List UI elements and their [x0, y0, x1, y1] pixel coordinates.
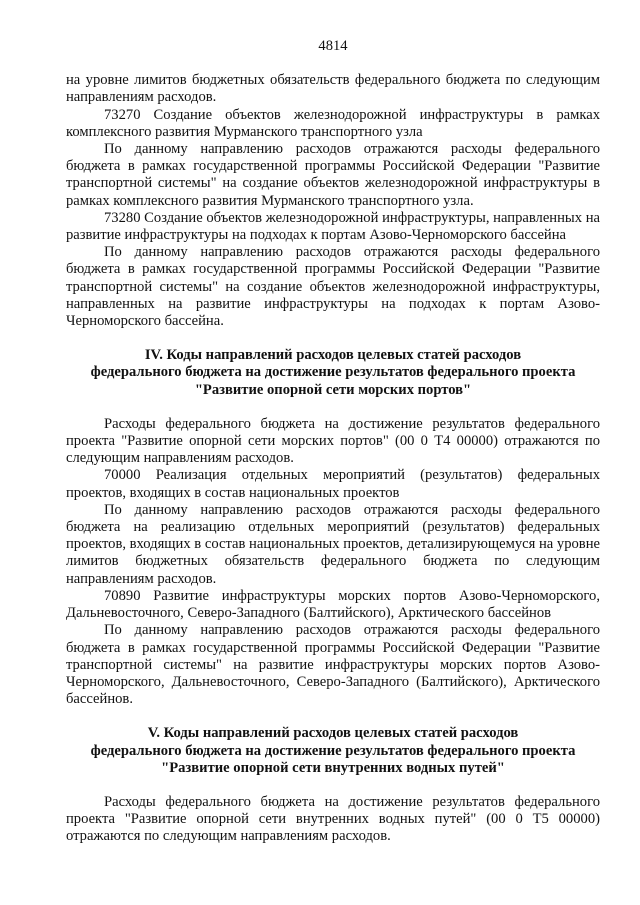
section-iv-heading-line: федерального бюджета на достижение результатов федерального проекта [90, 364, 576, 381]
section-v-heading-line: федерального бюджета на достижение результатов федерального проекта [90, 742, 576, 759]
paragraph-70890-description: По данному направлению расходов отражаются расходы федерального бюджета в рамках государственной программы Российской Федерации "Развитие транспортной системы" на развитие инфраструктуры морских портов Азово-Черноморского, Дальневосточного, Северо-Западного (Балтийского), Арктического бассейнов. [66, 622, 600, 708]
section-v-heading-line: V. Коды направлений расходов целевых статей расходов [147, 725, 519, 742]
paragraph-70000-description: По данному направлению расходов отражаются расходы федерального бюджета на реализацию отдельных мероприятий (результатов) федеральных проектов, входящих в состав национальных проектов, детализирующемуся на уровне лимитов бюджетных обязательств федерального бюджета по следующим направлениям расходов. [66, 501, 600, 587]
section-iv-intro: Расходы федерального бюджета на достижение результатов федерального проекта "Развитие опорной сети морских портов" (00 0 Т4 00000) отражаются по следующим направлениям расходов. [66, 415, 600, 467]
section-iv-heading-line: "Развитие опорной сети морских портов" [194, 381, 472, 398]
section-v-intro: Расходы федерального бюджета на достижение результатов федерального проекта "Развитие опорной сети внутренних водных путей" (00 0 Т5 00000) отражаются по следующим направлениям расходов. [66, 793, 600, 845]
paragraph-code-70890: 70890 Развитие инфраструктуры морских портов Азово-Черноморского, Дальневосточного, Северо-Западного (Балтийского), Арктического бассейнов [66, 587, 600, 622]
section-v-heading-line: "Развитие опорной сети внутренних водных путей" [161, 759, 505, 776]
paragraph-continuation: на уровне лимитов бюджетных обязательств федерального бюджета по следующим направлениям расходов. [66, 72, 600, 106]
section-v-heading [66, 725, 600, 777]
section-iv-heading-line: IV. Коды направлений расходов целевых статей расходов [144, 347, 522, 364]
paragraph-code-73280: 73280 Создание объектов железнодорожной инфраструктуры, направленных на развитие инфраструктуры на подходах к портам Азово-Черноморского бассейна [66, 209, 600, 244]
paragraph-code-70000: 70000 Реализация отдельных мероприятий (результатов) федеральных проектов, входящих в состав национальных проектов [66, 467, 600, 501]
section-iv-heading [66, 347, 600, 399]
paragraph-code-73270: 73270 Создание объектов железнодорожной инфраструктуры в рамках комплексного развития Мурманского транспортного узла [66, 106, 600, 140]
paragraph-73280-description: По данному направлению расходов отражаются расходы федерального бюджета в рамках государственной программы Российской Федерации "Развитие транспортной системы" на создание объектов железнодорожной инфраструктуры, направленных на развитие инфраструктуры на подходах к портам Азово-Черноморского бассейна. [66, 244, 600, 330]
paragraph-73270-description: По данному направлению расходов отражаются расходы федерального бюджета в рамках государственной программы Российской Федерации "Развитие транспортной системы" на создание объектов железнодорожной инфраструктуры в рамках комплексного развития Мурманского транспортного узла. [66, 141, 600, 209]
page-number: 4814 [318, 38, 348, 54]
document-page [66, 38, 600, 846]
